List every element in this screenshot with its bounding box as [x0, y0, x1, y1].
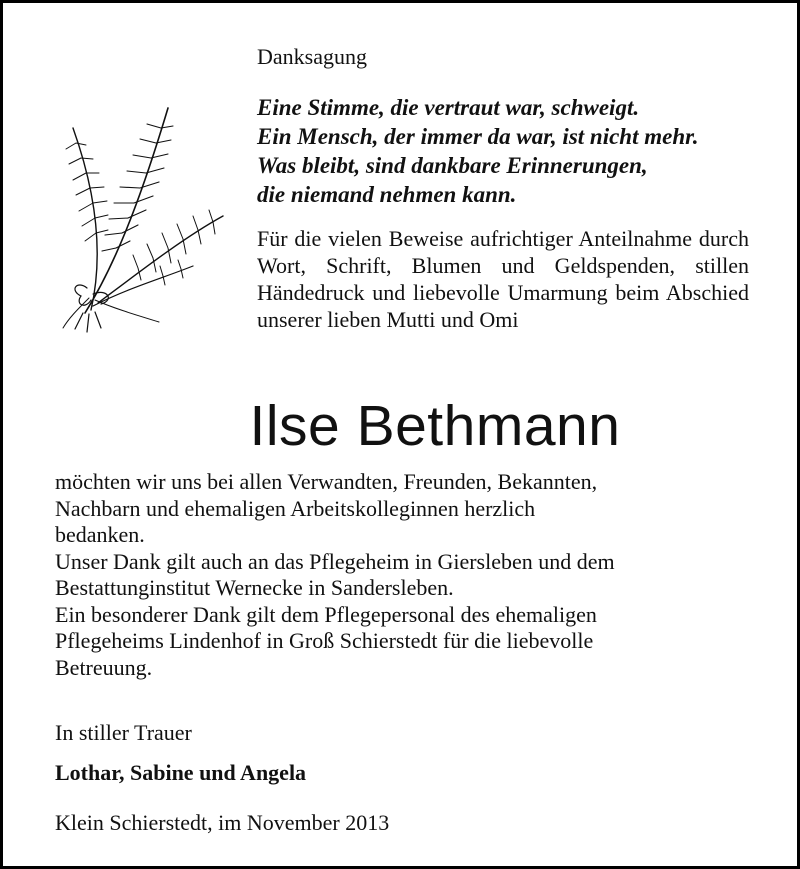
body-line: Betreuung.	[55, 654, 153, 680]
body-line: Pflegeheims Lindenhof in Groß Schierstedt für die liebevolle	[55, 628, 594, 653]
poem-line: die niemand nehmen kann.	[257, 182, 517, 207]
body-line: bedanken.	[55, 522, 145, 547]
poem-line: Was bleibt, sind dankbare Erinnerungen,	[257, 153, 648, 178]
mourning-line: In stiller Trauer	[55, 720, 192, 745]
fern-bouquet-icon	[43, 98, 233, 333]
thanks-body	[55, 469, 755, 681]
poem-line: Ein Mensch, der immer da war, ist nicht mehr.	[257, 124, 699, 149]
body-line: Bestattunginstitut Wernecke in Sandersleben.	[55, 575, 454, 600]
body-line: möchten wir uns bei allen Verwandten, Freunden, Bekannten,	[55, 469, 598, 494]
body-line: Ein besonderer Dank gilt dem Pflegepersonal des ehemaligen	[55, 601, 597, 627]
body-line: Unser Dank gilt auch an das Pflegeheim in Giersleben und dem	[55, 548, 615, 574]
poem	[257, 93, 699, 209]
poem-line: Eine Stimme, die vertraut war, schweigt.	[257, 95, 640, 120]
thanks-intro: Für die vielen Beweise aufrichtiger Anteilnahme durch Wort, Schrift, Blumen und Geldspenden, stillen Händedruck und liebevolle Umarmung beim Abschied unserer lieben Mutti und Omi	[257, 226, 749, 332]
deceased-name: Ilse Bethmann	[249, 394, 621, 458]
signers: Lothar, Sabine und Angela	[55, 760, 307, 785]
place-date: Klein Schierstedt, im November 2013	[55, 810, 390, 835]
body-line: Nachbarn und ehemaligen Arbeitskolleginnen herzlich	[55, 495, 536, 521]
notice-heading: Danksagung	[257, 44, 367, 69]
